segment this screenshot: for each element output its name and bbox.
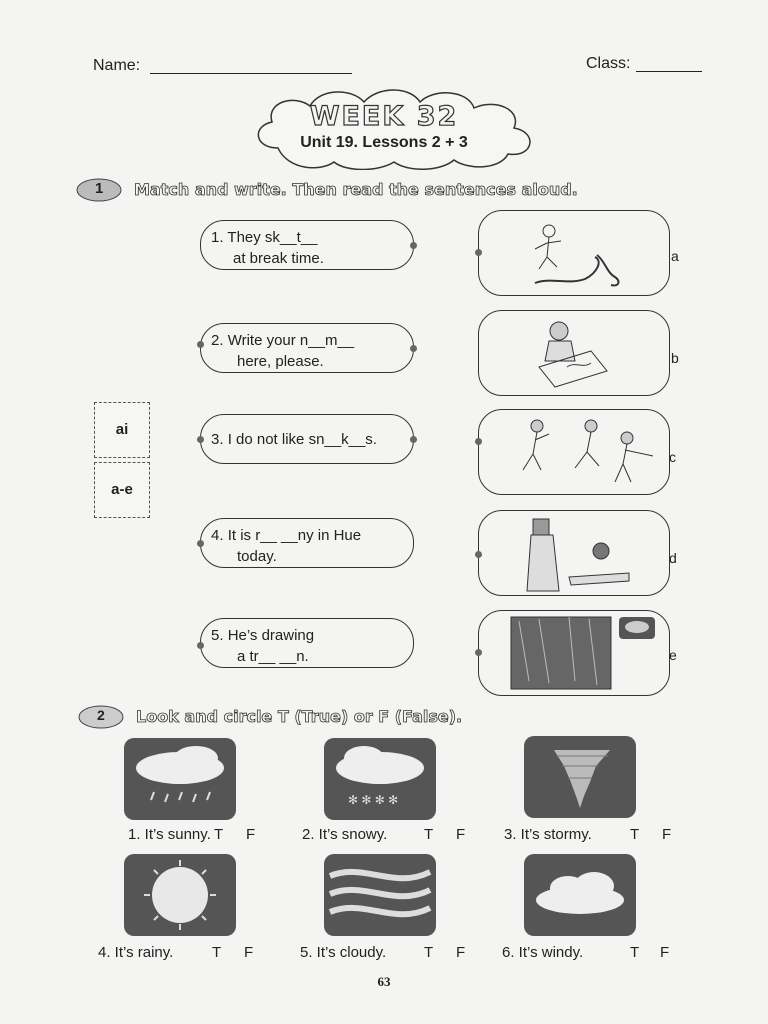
true-option-3[interactable]: T — [630, 826, 640, 843]
letter-a: a — [671, 248, 679, 264]
true-option-1[interactable]: T — [214, 826, 224, 843]
week-title: WEEK 32 — [309, 101, 459, 132]
caption-2: 2. It’s snowy. — [302, 826, 388, 843]
sentence-3-number: 3. — [211, 431, 224, 448]
sentence-1 — [200, 220, 414, 270]
caption-1: 1. It’s sunny. — [128, 826, 211, 843]
picture-c-box[interactable] — [478, 409, 670, 495]
false-option-5[interactable]: F — [456, 944, 466, 961]
name-label: Name: — [93, 57, 141, 74]
sentence-5-line2: a tr__ __n. — [237, 648, 309, 665]
match-dot[interactable] — [197, 642, 204, 649]
sentence-3 — [200, 414, 414, 464]
tag-a-e: a-e — [94, 462, 150, 518]
match-dot[interactable] — [475, 249, 482, 256]
section-1-number: 1 — [95, 180, 104, 197]
false-option-3[interactable]: F — [662, 826, 672, 843]
sentence-1-line1: They sk__t__ — [227, 229, 318, 246]
section-2-instruction: Look and circle T (True) or F (False). — [136, 707, 463, 726]
sentence-4-line2: today. — [237, 548, 277, 565]
match-dot[interactable] — [475, 551, 482, 558]
rain-cloud-image — [124, 738, 236, 820]
snow-cloud-image — [324, 738, 436, 820]
letter-e: e — [669, 647, 677, 663]
boy-drawing-picture — [479, 311, 668, 394]
true-option-5[interactable]: T — [424, 944, 434, 961]
sentence-4 — [200, 518, 414, 568]
false-option-6[interactable]: F — [660, 944, 670, 961]
caption-3: 3. It’s stormy. — [504, 826, 592, 843]
caption-5: 5. It’s cloudy. — [300, 944, 387, 961]
sentence-5 — [200, 618, 414, 668]
false-option-1[interactable]: F — [246, 826, 256, 843]
sentence-2 — [200, 323, 414, 373]
sentence-1-number: 1. — [211, 229, 224, 246]
sentence-2-line2: here, please. — [237, 353, 324, 370]
class-label: Class: — [586, 55, 631, 72]
true-option-6[interactable]: T — [630, 944, 640, 961]
true-option-2[interactable]: T — [424, 826, 434, 843]
sentence-4-line1: It is r__ __ny in Hue — [227, 527, 362, 544]
match-dot[interactable] — [410, 436, 417, 443]
picture-d-box[interactable] — [478, 510, 670, 596]
children-snake-picture — [479, 211, 668, 294]
unit-title: Unit 19. Lessons 2 + 3 — [300, 134, 468, 151]
match-dot[interactable] — [197, 540, 204, 547]
svg-text:✻ ✻ ✻ ✻: ✻ ✻ ✻ ✻ — [348, 793, 399, 807]
letter-d: d — [669, 550, 677, 566]
tornado-image — [524, 736, 636, 818]
rainy-street-picture — [479, 611, 668, 694]
caption-6: 6. It’s windy. — [502, 944, 584, 961]
picture-a-box[interactable] — [478, 210, 670, 296]
false-option-2[interactable]: F — [456, 826, 466, 843]
tag-ai: ai — [94, 402, 150, 458]
sun-image — [124, 854, 236, 936]
sentence-1-line2: at break time. — [233, 250, 324, 267]
sentence-2-number: 2. — [211, 332, 224, 349]
sentence-3-line1: I do not like sn__k__s. — [227, 431, 377, 448]
sentence-5-line1: He’s drawing — [227, 627, 315, 644]
children-skating-picture — [479, 410, 668, 493]
section-1-instruction: Match and write. Then read the sentences aloud. — [134, 180, 578, 199]
true-option-4[interactable]: T — [212, 944, 222, 961]
letter-b: b — [671, 350, 679, 366]
page-number: 63 — [377, 974, 391, 989]
match-dot[interactable] — [410, 345, 417, 352]
match-dot[interactable] — [475, 438, 482, 445]
letter-c: c — [669, 449, 676, 465]
teacher-student-picture — [479, 511, 668, 594]
name-field[interactable] — [150, 55, 352, 74]
sentence-2-line1: Write your n__m__ — [227, 332, 355, 349]
cloud-image — [524, 854, 636, 936]
match-dot[interactable] — [475, 649, 482, 656]
match-dot[interactable] — [197, 341, 204, 348]
section-2-number: 2 — [97, 707, 105, 723]
match-dot[interactable] — [197, 436, 204, 443]
picture-b-box[interactable] — [478, 310, 670, 396]
wind-image — [324, 854, 436, 936]
sentence-5-number: 5. — [211, 627, 224, 644]
sentence-4-number: 4. — [211, 527, 224, 544]
picture-e-box[interactable] — [478, 610, 670, 696]
caption-4: 4. It’s rainy. — [98, 944, 174, 961]
false-option-4[interactable]: F — [244, 944, 254, 961]
match-dot[interactable] — [410, 242, 417, 249]
class-field[interactable] — [636, 53, 702, 72]
